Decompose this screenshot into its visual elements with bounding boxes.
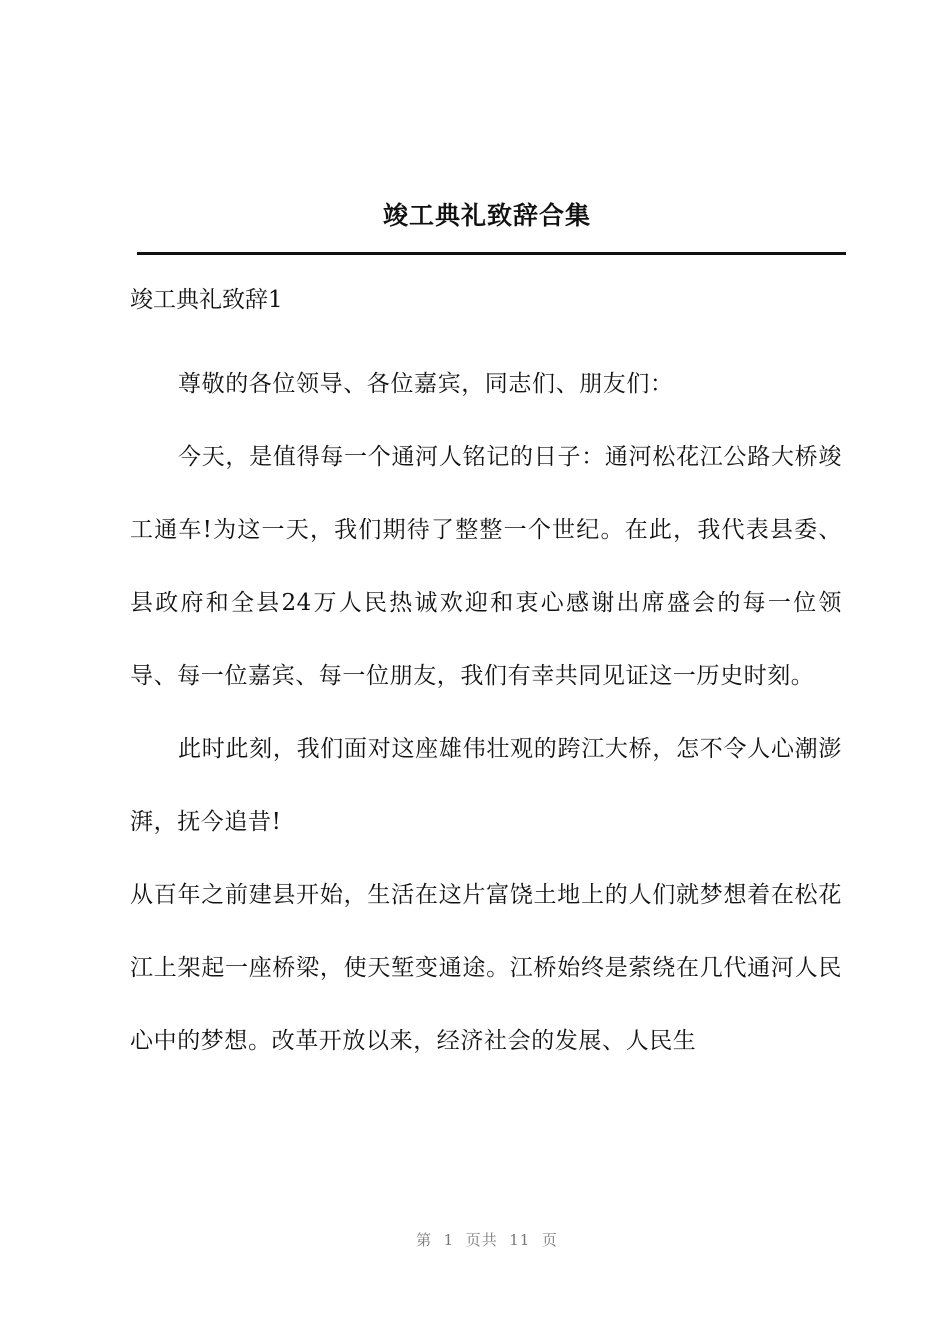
paragraph-history: 从百年之前建县开始，生活在这片富饶土地上的人们就梦想着在松花江上架起一座桥梁，使天堑变通途。江桥始终是萦绕在几代通河人民心中的梦想。改革开放以来，经济社会的发展、人民生 [130, 882, 842, 1054]
section-heading: 竣工典礼致辞1 [130, 287, 283, 313]
document-title: 竣工典礼致辞合集 [382, 201, 591, 230]
page-number-footer: 第 1 页共 11 页 [416, 1231, 558, 1249]
paragraph-reflection: 此时此刻，我们面对这座雄伟壮观的跨江大桥，怎不令人心潮澎湃，抚今追昔! [130, 736, 842, 835]
body-text [130, 348, 842, 1078]
paragraph-greeting: 尊敬的各位领导、各位嘉宾，同志们、朋友们： [178, 371, 674, 397]
title-divider [137, 252, 846, 255]
paragraph-opening: 今天，是值得每一个通河人铭记的日子：通河松花江公路大桥竣工通车!为这一天，我们期待了整整一个世纪。在此，我代表县委、县政府和全县24万人民热诚欢迎和衷心感谢出席盛会的每一位领导、每一位嘉宾、每一位朋友，我们有幸共同见证这一历史时刻。 [130, 444, 842, 689]
